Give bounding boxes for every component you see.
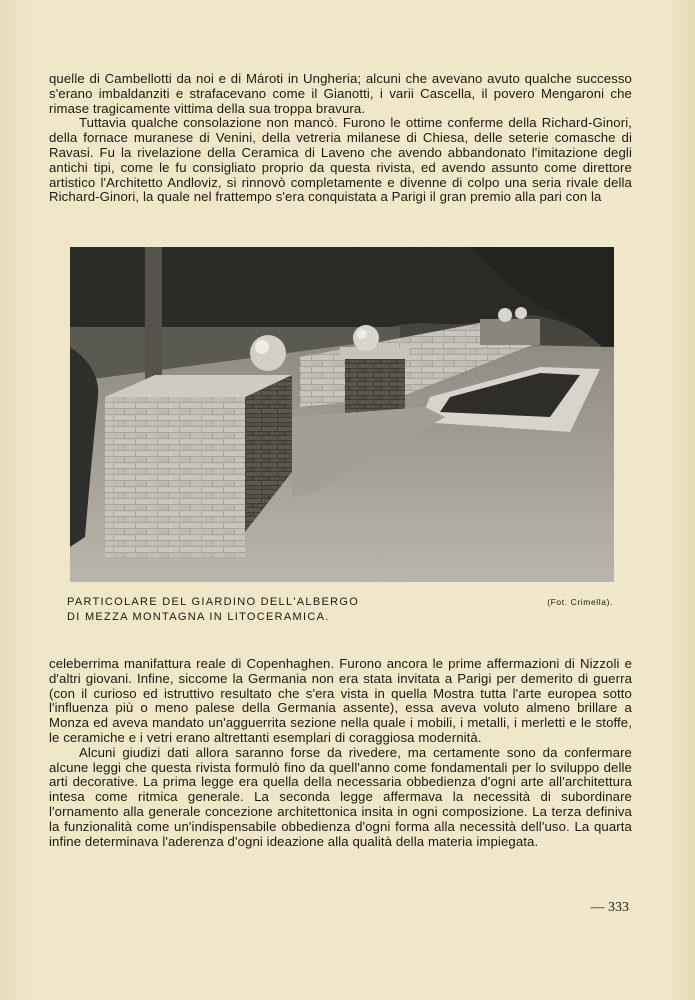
paragraph: Tuttavia qualche consolazione non mancò. Furono le ottime conferme della Richard-Ginori, della fornace muranese di Venini, della vetreria milanese di Chiesa, delle seterie comasche di Ravasi. Fu la rivelazione della Ceramica di Laveno che avendo abbandonato l'imitazione degli antichi tipi, come le fu consigliato proprio da questa rivista, ed avendo assunto come direttore artistico l'Architetto Andloviz, si rinnovò completamente e divenne di colpo una seria rivale della Richard-Ginori, la quale nel frattempo s'era conquistata a Parigi il gran premio alla pari con la — [49, 115, 632, 205]
caption-line: DI MEZZA MONTAGNA IN LITOCERAMICA. — [67, 610, 330, 623]
paragraph: quelle di Cambellotti da noi e di Mároti in Ungheria; alcuni che avevano avuto qualche successo s'erano imbaldanziti e strafacevano come il Gianotti, i varii Cascella, il povero Mengaroni che rimase tragicamente vittima della sua troppa bravura. — [49, 71, 632, 116]
garden-photo — [70, 247, 614, 582]
garden-photo-image — [70, 247, 614, 582]
photo-credit: (Fot. Crimella). — [547, 597, 613, 607]
photo-caption — [67, 595, 359, 624]
paragraph: Alcuni giudizi dati allora saranno forse da rivedere, ma certamente sono da confermare alcune leggi che questa rivista formulò fino da quell'anno come fondamentali per lo sviluppo delle arti decorative. La prima legge era quella della necessaria obbedienza d'ogni arte all'architettura intesa come ritmica generale. La seconda legge affermava la necessità di subordinare l'ornamento alla generale concezione architettonica insita in ogni composizione. La terza definiva la funzionalità come un'indispensabile obbedienza d'ogni forma alla necessità dell'uso. La quarta infine determinava l'aderenza d'ogni ideazione alla qualità della materia impiegata. — [49, 744, 632, 849]
body-text-top — [49, 72, 632, 205]
caption-line: PARTICOLARE DEL GIARDINO DELL'ALBERGO — [67, 596, 360, 608]
body-text-bottom — [49, 657, 632, 849]
page-number: — 333 — [590, 900, 629, 915]
paragraph: celeberrima manifattura reale di Copenhaghen. Furono ancora le prime affermazioni di Nizzoli e d'altri giovani. Infine, siccome la Germania non era stata invitata a Parigi per demerito di guerra (con il curioso ed istruttivo resultato che s'era vista in quella Mostra tutta l'arte europea sotto l'influenza più o meno palese della Germania assente), essa aveva voluto almeno brillare a Monza ed aveva mandato un'agguerrita sezione nella quale i mobili, i metalli, i merletti e le stoffe, le ceramiche e i vetri erano altrettanti esemplari di coraggiosa modernità. — [49, 656, 632, 745]
